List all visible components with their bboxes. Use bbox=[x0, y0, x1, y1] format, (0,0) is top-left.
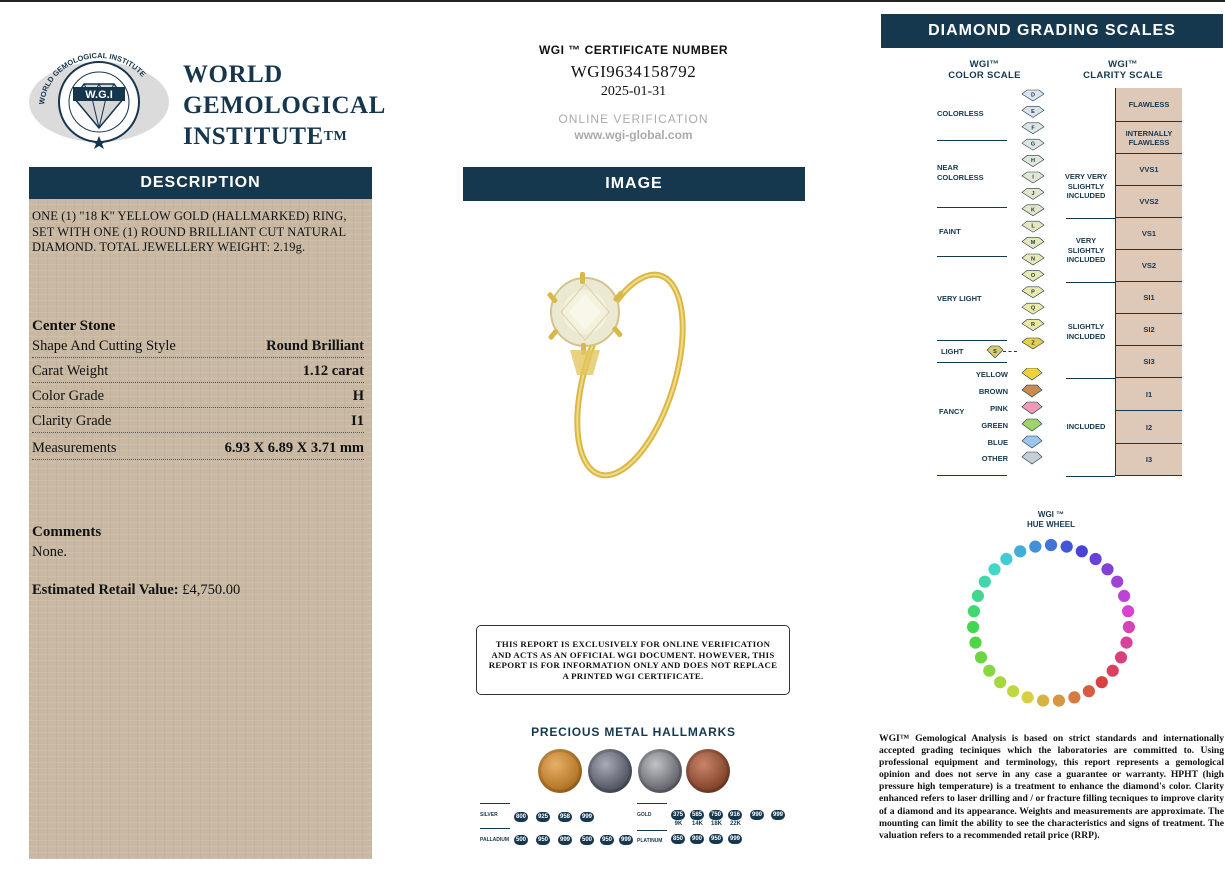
color-grade-letter: G bbox=[1030, 141, 1036, 148]
copper-coin-icon bbox=[686, 749, 730, 793]
spec-row-measurements bbox=[32, 435, 364, 460]
hue-dot bbox=[1000, 553, 1013, 566]
fancy-yellow-label: YELLOW bbox=[975, 370, 1008, 379]
color-scale-heading: WGI™ COLOR SCALE bbox=[948, 59, 1021, 81]
retail-label: Estimated Retail Value: bbox=[32, 582, 179, 598]
gold-karat-label: 18K bbox=[710, 821, 722, 827]
spec-row-shape bbox=[32, 333, 364, 358]
fancy-other-label: OTHER bbox=[981, 454, 1008, 463]
hue-dot bbox=[1120, 636, 1133, 649]
institute-name: WORLD GEMOLOGICAL INSTITUTE™ bbox=[183, 61, 386, 150]
color-group-faint: FAINT bbox=[939, 227, 961, 236]
palladium-pill: 950 bbox=[602, 837, 613, 843]
hue-dot bbox=[1118, 589, 1131, 602]
palladium-pill: 950 bbox=[538, 837, 549, 843]
spec-label: Clarity Grade bbox=[32, 413, 112, 429]
hue-dot bbox=[1021, 691, 1034, 704]
spec-value: Round Brilliant bbox=[266, 338, 364, 354]
hue-dot bbox=[1082, 685, 1095, 698]
silver-958-pill: 958 bbox=[560, 814, 571, 820]
hue-wheel-graphic bbox=[951, 528, 1151, 718]
color-grade-letter: L bbox=[1031, 223, 1035, 230]
hallmark-divider bbox=[637, 830, 667, 831]
color-grade-letter: Q bbox=[1030, 305, 1036, 312]
gold-585-pill: 585 bbox=[692, 812, 703, 818]
retail-value: £4,750.00 bbox=[182, 582, 241, 598]
group-divider bbox=[937, 207, 1007, 208]
clarity-scale-heading: WGI™ CLARITY SCALE bbox=[1083, 59, 1163, 81]
online-verification-label: ONLINE VERIFICATION bbox=[558, 112, 709, 126]
group-divider bbox=[1066, 476, 1115, 477]
color-group-colorless: COLORLESS bbox=[937, 109, 984, 118]
silver-label: SILVER bbox=[480, 812, 498, 818]
platinum-999-pill: 999 bbox=[730, 836, 741, 842]
hue-dot bbox=[1106, 664, 1119, 677]
hallmark-divider bbox=[480, 828, 510, 829]
spec-value: I1 bbox=[351, 413, 364, 429]
clarity-vvs2: VVS2 bbox=[1116, 186, 1182, 218]
spec-label: Carat Weight bbox=[32, 363, 109, 379]
platinum-coin-icon bbox=[588, 749, 632, 793]
group-divider bbox=[937, 340, 1007, 341]
platinum-850-pill: 850 bbox=[673, 836, 684, 842]
clarity-group-vs: VERY SLIGHTLY INCLUDED bbox=[1066, 236, 1106, 264]
silver-coin-icon bbox=[638, 749, 682, 793]
hallmark-divider bbox=[480, 803, 510, 804]
grading-disclaimer: WGI™ Gemological Analysis is based on strict standards and internationally accepted grading teciniques which the laboratories are committed to. Using professional equipment and terminology, this report represents a gemological opinion and does not serve in any case a guarantee or warranty. HPHT (high pressure high temperature) is a treatment to enhance the diamond's color. Clarity enhanced refers to laser drilling and / or fracture filling tecniques to improve clarity of a diamond and its appearance. Weights and measurements are approximate. The mounting can limit the ability to see the characteristics and signs of treatment. The valuation refers to a recommended retail price (RRP). bbox=[879, 733, 1224, 841]
hue-dot bbox=[1052, 694, 1065, 707]
platinum-950-pill: 950 bbox=[711, 836, 722, 842]
hue-dot bbox=[1045, 539, 1058, 552]
silver-925-pill: 925 bbox=[538, 814, 549, 820]
gold-coin-icon bbox=[538, 749, 582, 793]
verification-url[interactable]: www.wgi-global.com bbox=[574, 128, 693, 142]
group-divider bbox=[937, 362, 1007, 363]
fancy-pink-label: PINK bbox=[990, 404, 1008, 413]
gold-karat-label: 9K bbox=[674, 821, 683, 827]
palladium-label: PALLADIUM bbox=[480, 837, 510, 843]
comments-title: Comments bbox=[32, 524, 102, 540]
color-grade-letter: I bbox=[1032, 174, 1034, 181]
palladium-pill: 999 bbox=[560, 837, 571, 843]
platinum-900-pill: 900 bbox=[692, 836, 703, 842]
color-grade-letter: J bbox=[1031, 190, 1035, 197]
clarity-group-included: INCLUDED bbox=[1066, 422, 1106, 431]
image-header: IMAGE bbox=[463, 167, 805, 201]
color-grade-letter: M bbox=[1030, 240, 1036, 247]
group-divider bbox=[1066, 218, 1115, 219]
grading-scales-header: DIAMOND GRADING SCALES bbox=[881, 14, 1223, 48]
gold-karat-label: 22K bbox=[729, 821, 741, 827]
fancy-green-label: GREEN bbox=[981, 421, 1008, 430]
fancy-label: FANCY bbox=[939, 407, 965, 416]
color-grade-letter: H bbox=[1031, 158, 1035, 165]
platinum-label: PLATINUM bbox=[637, 838, 663, 844]
silver-999-pill: 999 bbox=[582, 814, 593, 820]
spec-label: Shape And Cutting Style bbox=[32, 338, 176, 354]
certificate-date: 2025-01-31 bbox=[600, 84, 667, 99]
palladium-pill: 500 bbox=[516, 837, 527, 843]
hue-dot bbox=[967, 605, 980, 618]
spec-value: 1.12 carat bbox=[302, 363, 364, 379]
group-divider bbox=[937, 256, 1007, 257]
clarity-fl: FLAWLESS bbox=[1116, 88, 1182, 122]
hue-dot bbox=[1068, 691, 1081, 704]
palladium-pill: 500 bbox=[582, 837, 593, 843]
color-grade-letter: R bbox=[1031, 322, 1035, 329]
palladium-pill: 999 bbox=[621, 837, 632, 843]
hue-dot bbox=[978, 575, 991, 588]
clarity-group-vvs: VERY VERY SLIGHTLY INCLUDED bbox=[1064, 172, 1108, 200]
wgi-emblem-logo bbox=[26, 46, 172, 150]
clarity-i3: I3 bbox=[1116, 444, 1182, 476]
svg-text:W.G.I: W.G.I bbox=[85, 89, 113, 101]
spec-label: Measurements bbox=[32, 440, 117, 456]
spec-row-clarity bbox=[32, 408, 364, 433]
spec-row-carat bbox=[32, 358, 364, 383]
hue-dot bbox=[967, 621, 980, 634]
color-grade-letter: F bbox=[1031, 125, 1035, 132]
silver-800-pill: 800 bbox=[516, 814, 527, 820]
ring-photo bbox=[535, 250, 705, 480]
hue-dot bbox=[971, 589, 984, 602]
svg-text:WORLD GEMOLOGICAL INSTITUTE: WORLD GEMOLOGICAL INSTITUTE bbox=[37, 50, 148, 106]
hue-dot bbox=[975, 651, 988, 664]
color-grade-letter: Z bbox=[1031, 340, 1035, 347]
gold-999-pill: 999 bbox=[773, 812, 784, 818]
fancy-blue-label: BLUE bbox=[987, 438, 1008, 447]
hue-dot bbox=[1122, 605, 1135, 618]
fancy-color-gems bbox=[1020, 368, 1044, 468]
color-group-near-colorless: NEAR COLORLESS bbox=[937, 163, 984, 182]
gold-karat-label: 14K bbox=[691, 821, 703, 827]
color-grade-letter: P bbox=[1031, 289, 1035, 296]
clarity-group-si: SLIGHTLY INCLUDED bbox=[1066, 322, 1106, 341]
clarity-if: INTERNALLY FLAWLESS bbox=[1116, 122, 1182, 154]
spec-value: H bbox=[352, 388, 364, 404]
color-group-very-light: VERY LIGHT bbox=[937, 294, 982, 303]
hue-wheel-title: WGI ™ HUE WHEEL bbox=[1027, 510, 1075, 529]
svg-text:S: S bbox=[993, 349, 997, 355]
spec-row-color bbox=[32, 383, 364, 408]
clarity-si1: SI1 bbox=[1116, 282, 1182, 314]
center-stone-title: Center Stone bbox=[32, 318, 116, 334]
hue-dot bbox=[1089, 553, 1102, 566]
hue-dot bbox=[994, 676, 1007, 689]
hue-dot bbox=[969, 636, 982, 649]
hue-dot bbox=[1037, 694, 1050, 707]
estimated-retail-value bbox=[32, 582, 240, 599]
clarity-si3: SI3 bbox=[1116, 346, 1182, 378]
color-grade-letter: E bbox=[1031, 108, 1035, 115]
fancy-brown-label: BROWN bbox=[978, 387, 1008, 396]
item-description: ONE (1) "18 K" YELLOW GOLD (HALLMARKED) RING, SET WITH ONE (1) ROUND BRILLIANT CUT NATURAL DIAMOND. TOTAL JEWELLERY WEIGHT: 2.19g. bbox=[32, 209, 347, 254]
color-grade-gems bbox=[1018, 88, 1048, 358]
comments-value: None. bbox=[32, 544, 68, 560]
color-grade-letter: D bbox=[1031, 92, 1035, 99]
color-grade-letter: K bbox=[1031, 207, 1035, 214]
hue-dot bbox=[1101, 563, 1114, 576]
clarity-vvs1: VVS1 bbox=[1116, 154, 1182, 186]
color-grade-letter: O bbox=[1030, 272, 1036, 279]
gold-375-pill: 375 bbox=[673, 812, 684, 818]
certificate-label: WGI ™ CERTIFICATE NUMBER bbox=[538, 43, 729, 57]
hallmarks-title: PRECIOUS METAL HALLMARKS bbox=[531, 725, 736, 739]
hue-dot bbox=[1014, 545, 1027, 558]
clarity-i1: I1 bbox=[1116, 378, 1182, 411]
hue-dot bbox=[1095, 676, 1108, 689]
group-divider bbox=[1066, 378, 1115, 379]
description-header: DESCRIPTION bbox=[29, 167, 372, 199]
hue-dot bbox=[1075, 545, 1088, 558]
certificate-number: WGI9634158792 bbox=[570, 62, 697, 81]
hue-dot bbox=[1060, 540, 1073, 553]
hue-dot bbox=[1007, 685, 1020, 698]
hue-dot bbox=[1111, 575, 1124, 588]
color-group-light: LIGHT bbox=[941, 347, 964, 356]
gold-label: GOLD bbox=[637, 812, 652, 818]
spec-label: Color Grade bbox=[32, 388, 105, 404]
hue-dot bbox=[1029, 540, 1042, 553]
clarity-si2: SI2 bbox=[1116, 314, 1182, 346]
group-divider bbox=[1066, 282, 1115, 283]
light-s-gem-icon bbox=[985, 345, 1005, 359]
clarity-vs2: VS2 bbox=[1116, 250, 1182, 282]
gold-916-pill: 916 bbox=[730, 812, 741, 818]
light-connector bbox=[1003, 351, 1017, 352]
color-grade-letter: N bbox=[1031, 256, 1035, 263]
clarity-vs1: VS1 bbox=[1116, 218, 1182, 250]
gold-750-pill: 750 bbox=[711, 812, 722, 818]
hue-dot bbox=[988, 563, 1001, 576]
top-border bbox=[0, 0, 1225, 2]
hue-dot bbox=[1122, 621, 1135, 634]
group-divider bbox=[937, 475, 1007, 476]
hue-dot bbox=[983, 664, 996, 677]
clarity-i2: I2 bbox=[1116, 411, 1182, 444]
hue-dot bbox=[1115, 651, 1128, 664]
spec-value: 6.93 X 6.89 X 3.71 mm bbox=[224, 440, 364, 456]
group-divider bbox=[937, 140, 1007, 141]
hallmark-divider bbox=[637, 803, 667, 804]
online-only-notice: THIS REPORT IS EXCLUSIVELY FOR ONLINE VERIFICATION AND ACTS AS AN OFFICIAL WGI DOCUMENT. HOWEVER, THIS REPORT IS FOR INFORMATION ONLY AND DOES NOT REPLACE A PRINTED WGI CERTIFICATE. bbox=[476, 625, 790, 695]
gold-990-pill: 990 bbox=[752, 812, 763, 818]
